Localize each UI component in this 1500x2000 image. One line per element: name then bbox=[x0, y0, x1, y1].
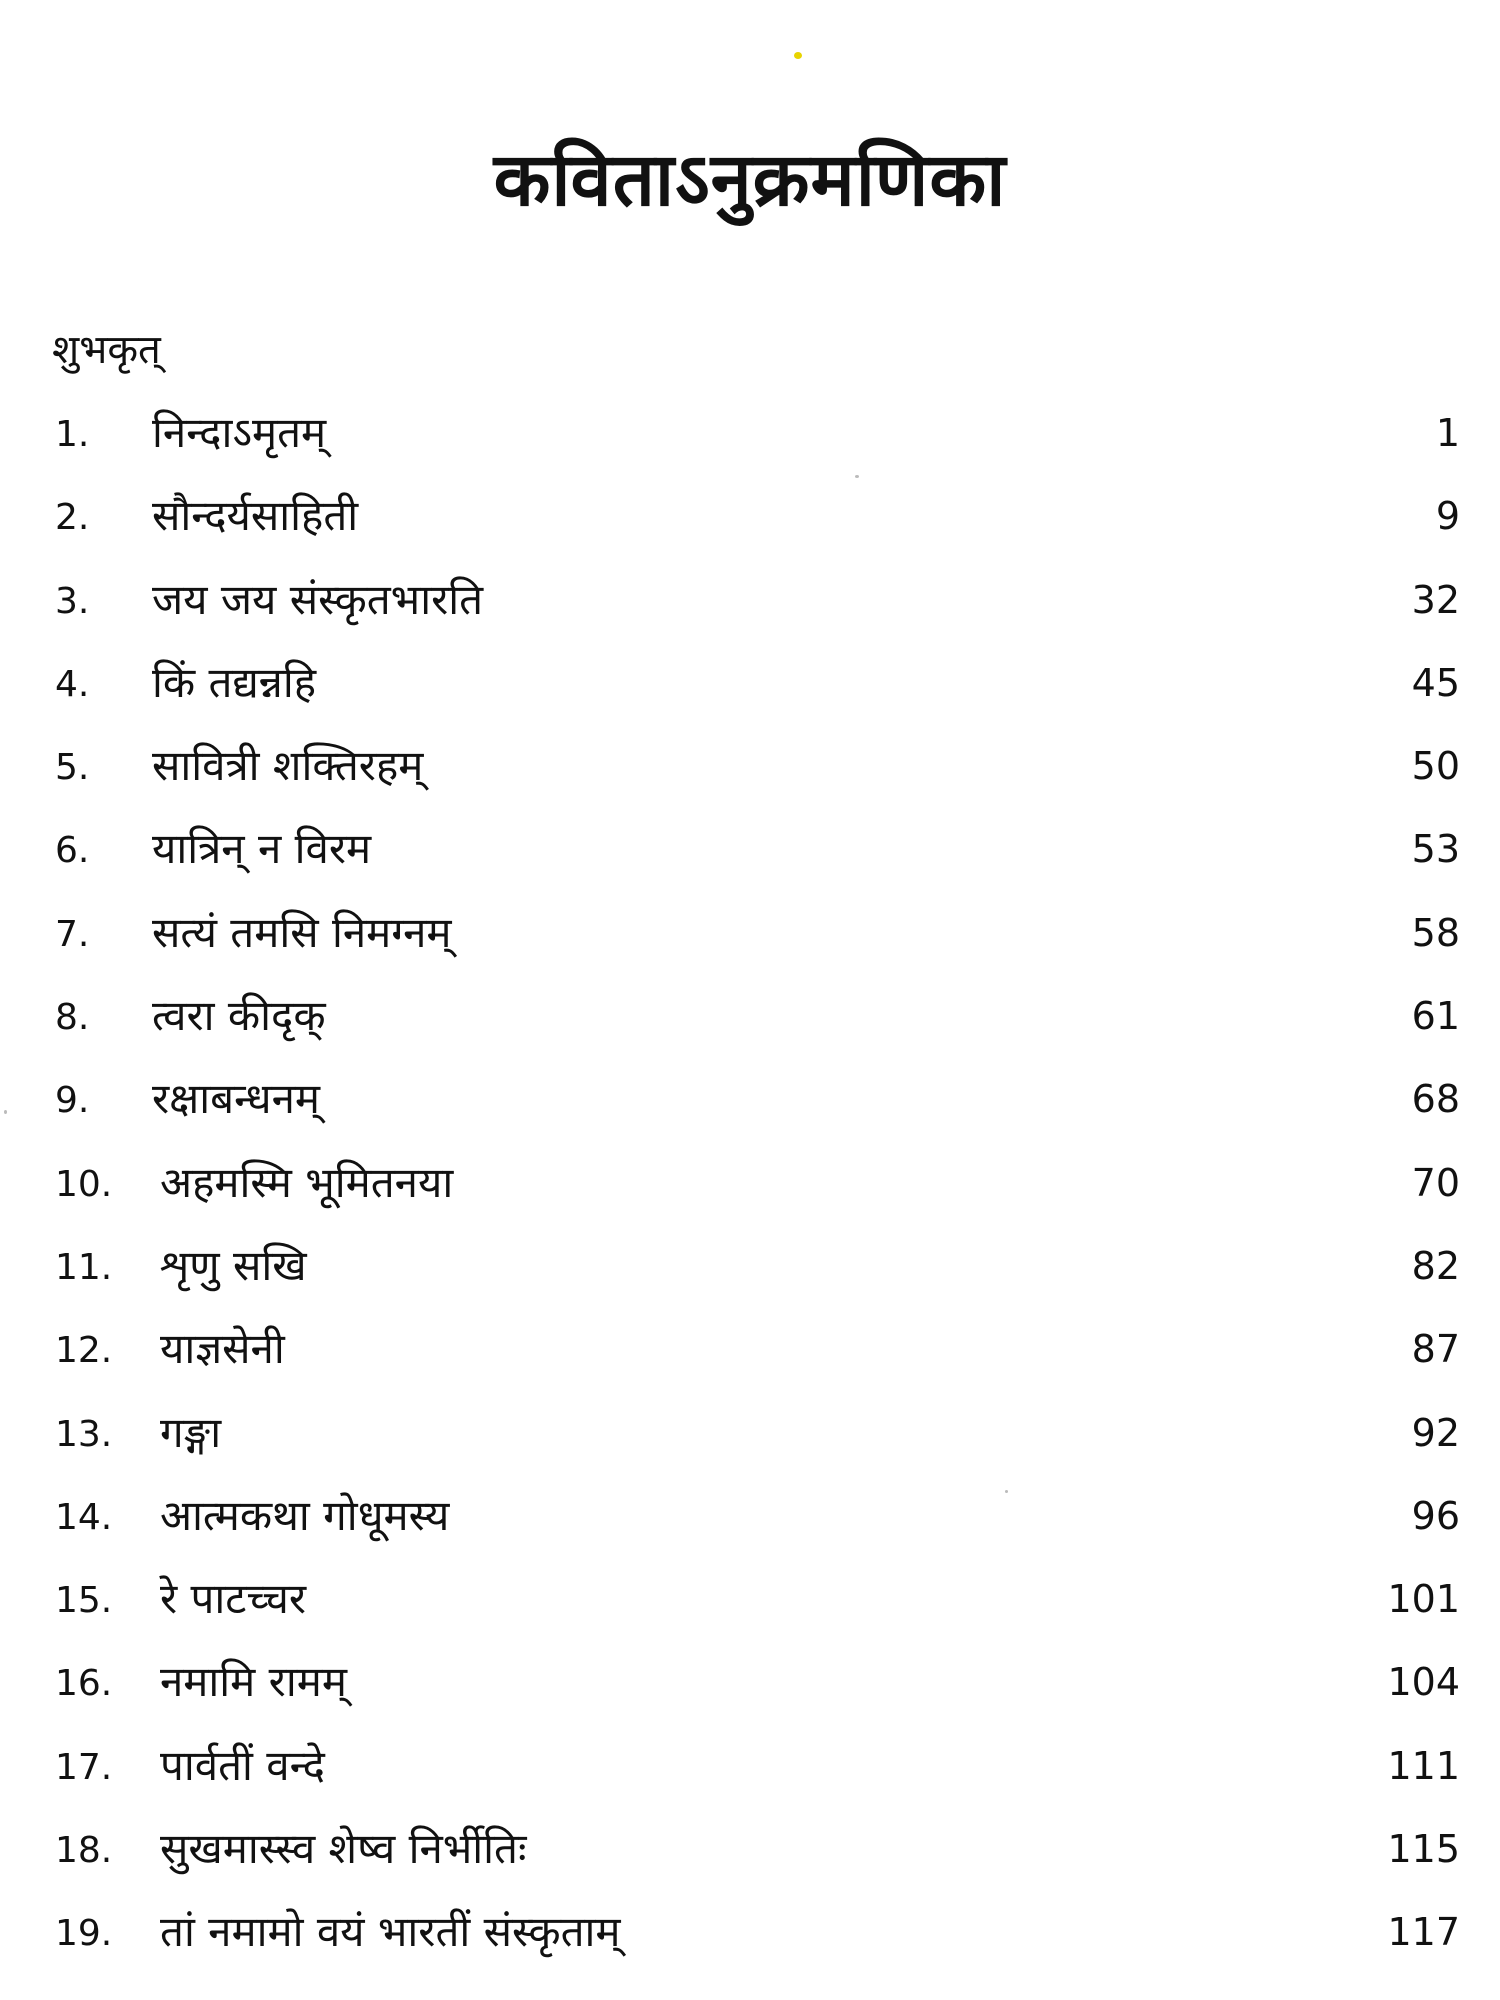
toc-entry[interactable] bbox=[0, 1561, 1500, 1644]
entry-number: 13. bbox=[55, 1413, 113, 1455]
entry-title: यात्रिन् न विरम bbox=[152, 824, 372, 874]
entry-title: याज्ञसेनी bbox=[160, 1324, 285, 1374]
entry-page-number: 32 bbox=[1411, 577, 1460, 622]
section-heading: शुभकृत् bbox=[52, 327, 161, 373]
entry-title: शृणु सखि bbox=[160, 1240, 307, 1290]
entry-title: निन्दाऽमृतम् bbox=[152, 408, 327, 457]
toc-entry[interactable] bbox=[0, 562, 1500, 645]
entry-title: सत्यं तमसि निमग्नम् bbox=[152, 907, 452, 957]
entry-page-number: 117 bbox=[1387, 1910, 1460, 1955]
toc-entry[interactable] bbox=[0, 1478, 1500, 1561]
toc-entry[interactable] bbox=[0, 811, 1500, 894]
entry-title: अहमस्मि भूमितनया bbox=[160, 1157, 454, 1207]
entry-page-number: 1 bbox=[1435, 411, 1460, 455]
entry-number: 19. bbox=[55, 1913, 113, 1955]
entry-page-number: 82 bbox=[1411, 1243, 1460, 1288]
page-title: कविताऽनुक्रमणिका bbox=[493, 137, 1007, 223]
entry-title: रे पाटच्चर bbox=[160, 1574, 307, 1624]
toc-entry[interactable] bbox=[0, 395, 1500, 478]
entry-number: 12. bbox=[55, 1330, 113, 1372]
entry-page-number: 58 bbox=[1411, 910, 1460, 955]
entry-page-number: 115 bbox=[1387, 1827, 1460, 1872]
entry-number: 1. bbox=[55, 414, 90, 455]
entry-title: सौन्दर्यसाहिती bbox=[152, 491, 359, 541]
entry-title: पार्वतीं वन्दे bbox=[160, 1740, 325, 1790]
table-of-contents bbox=[0, 395, 1500, 1978]
entry-page-number: 92 bbox=[1411, 1410, 1460, 1455]
entry-page-number: 61 bbox=[1411, 994, 1460, 1039]
entry-title: नमामि रामम् bbox=[160, 1657, 347, 1707]
entry-page-number: 87 bbox=[1411, 1327, 1460, 1372]
toc-entry[interactable] bbox=[0, 478, 1500, 561]
toc-entry[interactable] bbox=[0, 1228, 1500, 1311]
entry-title: जय जय संस्कृतभारति bbox=[152, 574, 484, 624]
toc-entry[interactable] bbox=[0, 1061, 1500, 1144]
entry-page-number: 96 bbox=[1411, 1493, 1460, 1538]
toc-entry[interactable] bbox=[0, 895, 1500, 978]
entry-number: 18. bbox=[55, 1830, 113, 1872]
entry-page-number: 53 bbox=[1411, 827, 1460, 872]
entry-page-number: 111 bbox=[1387, 1743, 1460, 1788]
entry-number: 14. bbox=[55, 1496, 113, 1538]
entry-title: गङ्गा bbox=[160, 1407, 222, 1457]
entry-number: 6. bbox=[55, 830, 90, 872]
entry-number: 15. bbox=[55, 1580, 113, 1622]
entry-number: 3. bbox=[55, 580, 90, 622]
entry-title: त्वरा कीदृक् bbox=[152, 991, 326, 1041]
entry-title: रक्षाबन्धनम् bbox=[152, 1074, 321, 1124]
entry-page-number: 101 bbox=[1387, 1577, 1460, 1622]
entry-page-number: 68 bbox=[1411, 1077, 1460, 1122]
entry-number: 16. bbox=[55, 1663, 113, 1705]
entry-title: सावित्री शक्तिरहम् bbox=[152, 741, 424, 791]
toc-entry[interactable] bbox=[0, 1395, 1500, 1478]
entry-page-number: 104 bbox=[1387, 1660, 1460, 1705]
toc-entry[interactable] bbox=[0, 728, 1500, 811]
entry-number: 10. bbox=[55, 1163, 113, 1205]
entry-number: 8. bbox=[55, 997, 90, 1039]
entry-number: 17. bbox=[55, 1746, 113, 1788]
toc-entry[interactable] bbox=[0, 1811, 1500, 1894]
ink-dot bbox=[794, 52, 802, 59]
entry-number: 4. bbox=[55, 663, 90, 705]
entry-title: सुखमास्स्व शेष्व निर्भीतिः bbox=[160, 1824, 527, 1874]
entry-number: 5. bbox=[55, 747, 90, 789]
toc-entry[interactable] bbox=[0, 1145, 1500, 1228]
toc-entry[interactable] bbox=[0, 645, 1500, 728]
toc-entry[interactable] bbox=[0, 978, 1500, 1061]
toc-entry[interactable] bbox=[0, 1311, 1500, 1394]
entry-title: आत्मकथा गोधूमस्य bbox=[160, 1490, 450, 1540]
entry-title: किं तद्यन्नहि bbox=[152, 657, 317, 707]
entry-page-number: 9 bbox=[1435, 494, 1460, 539]
entry-number: 11. bbox=[55, 1246, 113, 1288]
entry-number: 7. bbox=[55, 913, 90, 955]
toc-entry[interactable] bbox=[0, 1728, 1500, 1811]
entry-page-number: 45 bbox=[1411, 660, 1460, 705]
entry-title: तां नमामो वयं भारतीं संस्कृताम् bbox=[160, 1907, 621, 1957]
entry-number: 9. bbox=[55, 1080, 90, 1122]
entry-page-number: 70 bbox=[1411, 1160, 1460, 1205]
entry-page-number: 50 bbox=[1411, 744, 1460, 789]
toc-entry[interactable] bbox=[0, 1644, 1500, 1727]
toc-entry[interactable] bbox=[0, 1894, 1500, 1977]
entry-number: 2. bbox=[55, 497, 90, 539]
